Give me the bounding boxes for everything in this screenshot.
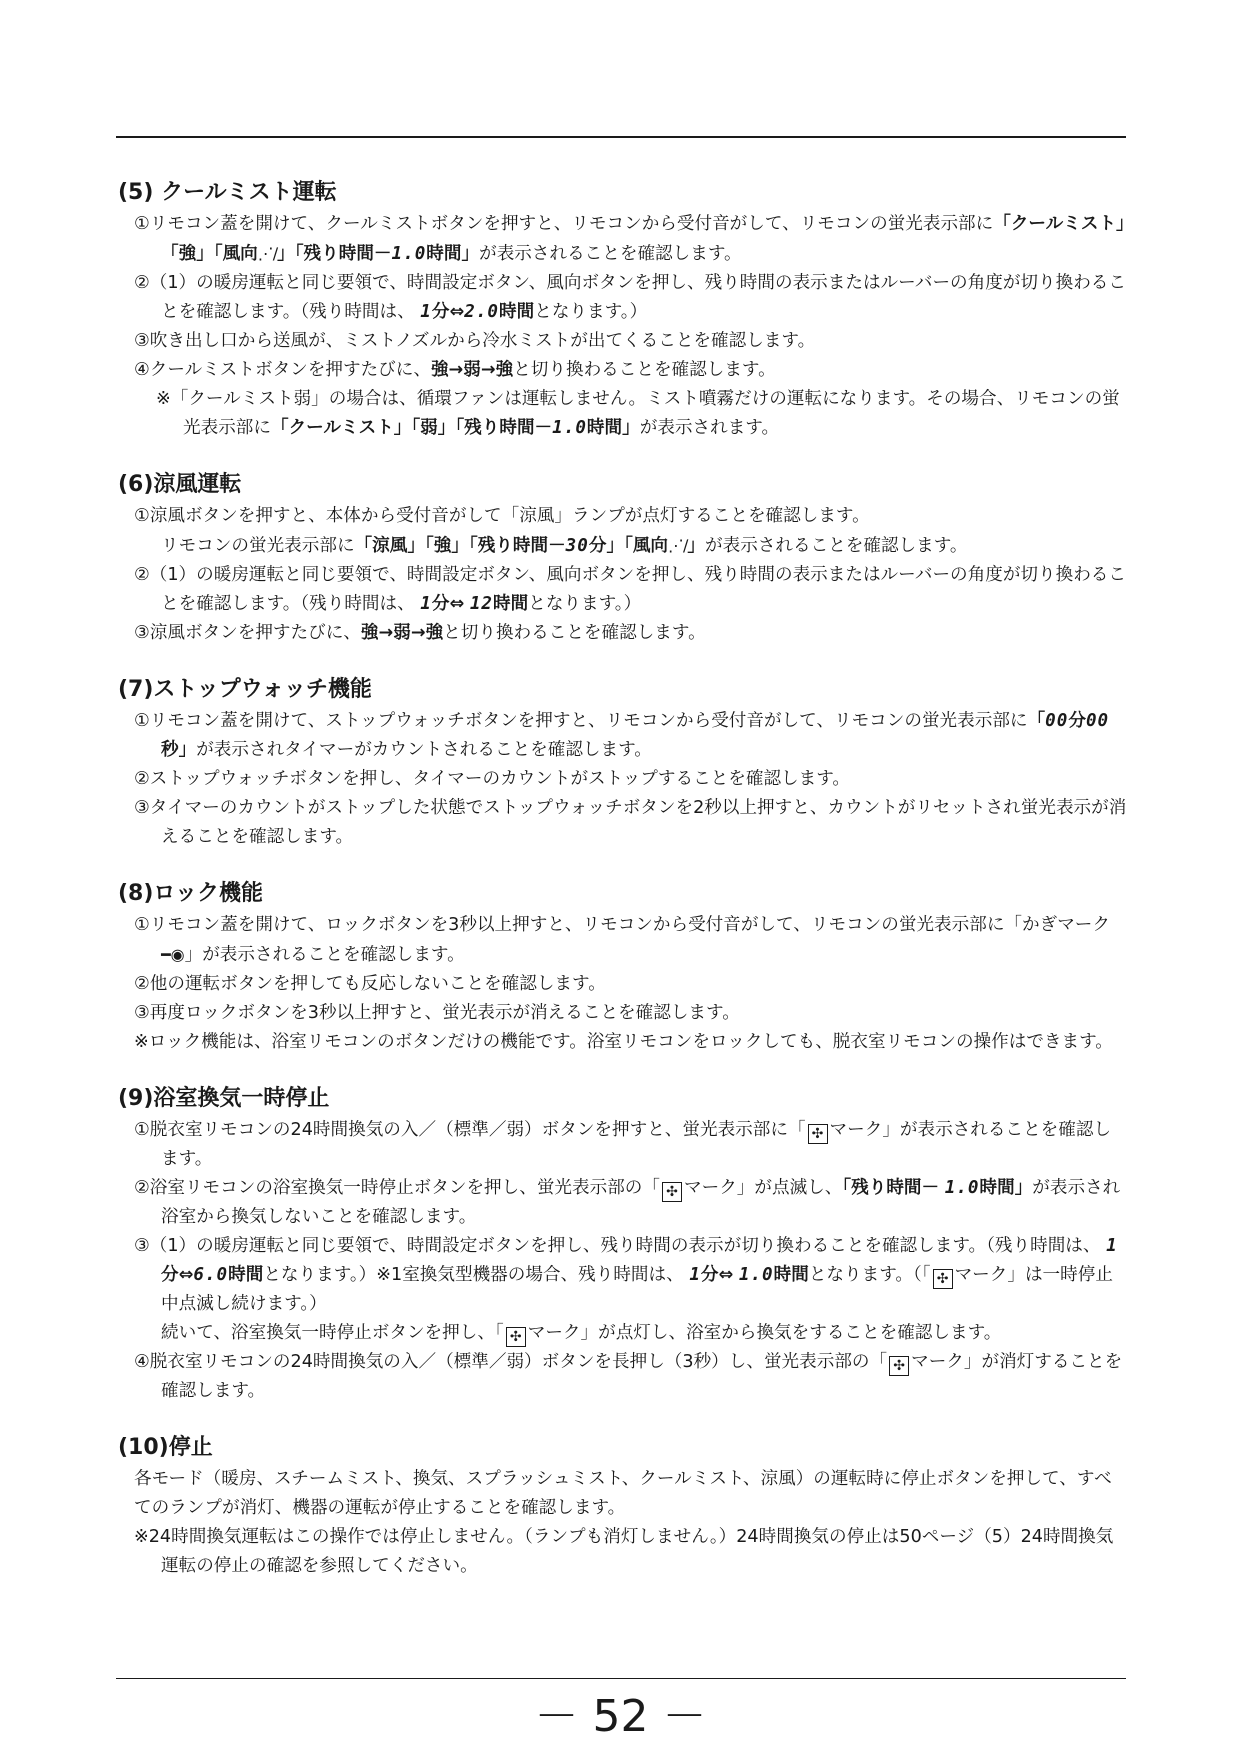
list-item: ②（1）の暖房運転と同じ要領で、時間設定ボタン、風向ボタンを押し、残り時間の表示またはルーバーの角度が切り換わることを確認します。（残り時間は、 1分⇔ 12時間となります。） [134, 565, 1126, 614]
ventilation-fan-icon: ✣ [808, 1124, 828, 1144]
ventilation-fan-icon: ✣ [933, 1269, 953, 1289]
list-item: ①リモコン蓋を開けて、クールミストボタンを押すと、リモコンから受付音がして、リモコンの蛍光表示部に「クールミスト」「強」「風向⋰∕」「残り時間－1.0時間」が表示されることを確認します。 [118, 210, 1128, 269]
section-title: (10)停止 [118, 1435, 213, 1460]
swing-louver-icon: ⋰∕ [257, 244, 278, 263]
list-item: ②ストップウォッチボタンを押し、タイマーのカウントがストップすることを確認します。 [134, 769, 851, 789]
list-item: ①リモコン蓋を開けて、ストップウォッチボタンを押すと、リモコンから受付音がして、リモコンの蛍光表示部に「00分00秒」が表示されタイマーがカウントされることを確認します。 [134, 711, 1110, 760]
list-item: ①脱衣室リモコンの24時間換気の入／（標準／弱）ボタンを押すと、蛍光表示部に「 ✣ マーク」が表示されることを確認します。 [134, 1120, 1112, 1169]
list-item: ①涼風ボタンを押すと、本体から受付音がして「涼風」ランプが点灯することを確認します。 [134, 506, 870, 526]
paragraph: 各モード（暖房、スチームミスト、換気、スプラッシュミスト、クールミスト、涼風）の運転時に停止ボタンを押して、すべてのランプが消灯、機器の運転が停止することを確認します。 [134, 1469, 1112, 1518]
section-stopwatch [118, 675, 1128, 852]
key-icon: ━◉ [161, 945, 185, 964]
list-item: ①リモコン蓋を開けて、ロックボタンを3秒以上押すと、リモコンから受付音がして、リモコンの蛍光表示部に「かぎマーク━◉」が表示されることを確認します。 [118, 911, 1128, 970]
section-title: (5) クールミスト運転 [118, 180, 337, 205]
list-item-continued: 続いて、浴室換気一時停止ボタンを押し、「 ✣ マーク」が点灯し、浴室から換気をすることを確認します。 [161, 1323, 1002, 1345]
ventilation-fan-icon: ✣ [662, 1182, 682, 1202]
note: ※「クールミスト弱」の場合は、循環ファンは運転しません。ミスト噴霧だけの運転になります。その場合、リモコンの蛍光表示部に「クールミスト」「弱」「残り時間－1.0時間」が表示されます。 [156, 389, 1120, 438]
section-title: (6)涼風運転 [118, 472, 242, 497]
list-item: ④クールミストボタンを押すたびに、強→弱→強と切り換わることを確認します。 [134, 360, 776, 380]
list-item-continued: リモコンの蛍光表示部に「涼風」「強」「残り時間－30分」「風向⋰∕」が表示されることを確認します。 [118, 531, 1128, 561]
list-item: ④脱衣室リモコンの24時間換気の入／（標準／弱）ボタンを長押し（3秒）し、蛍光表示部の「 ✣ マーク」が消灯することを確認します。 [134, 1352, 1123, 1401]
section-bath-ventilation-pause [118, 1084, 1128, 1406]
section-stop [118, 1433, 1128, 1581]
section-lock [118, 879, 1128, 1057]
swing-louver-icon: ⋰∕ [668, 536, 688, 555]
ventilation-fan-icon: ✣ [506, 1327, 526, 1347]
section-cool-mist [118, 178, 1128, 443]
section-title: (9)浴室換気一時停止 [118, 1086, 330, 1111]
note: ※24時間換気運転はこの操作では停止しません。（ランプも消灯しません。）24時間換気の停止は50ページ（5）24時間換気運転の停止の確認を参照してください。 [134, 1527, 1114, 1576]
list-item: ③涼風ボタンを押すたびに、強→弱→強と切り換わることを確認します。 [134, 623, 706, 643]
list-item: ②他の運転ボタンを押しても反応しないことを確認します。 [134, 974, 606, 994]
note: ※ロック機能は、浴室リモコンのボタンだけの機能です。浴室リモコンをロックしても、脱衣室リモコンの操作はできます。 [134, 1032, 1113, 1052]
section-title: (8)ロック機能 [118, 881, 263, 906]
top-rule [116, 136, 1126, 138]
list-item: ③再度ロックボタンを3秒以上押すと、蛍光表示が消えることを確認します。 [134, 1003, 740, 1023]
bottom-rule [116, 1678, 1126, 1679]
section-cool-breeze [118, 470, 1128, 648]
page-number: － 52 － [534, 1691, 707, 1742]
list-item: ②（1）の暖房運転と同じ要領で、時間設定ボタン、風向ボタンを押し、残り時間の表示またはルーバーの角度が切り換わることを確認します。（残り時間は、 1分⇔2.0時間となります。） [134, 273, 1126, 322]
list-item: ③吹き出し口から送風が、ミストノズルから冷水ミストが出てくることを確認します。 [134, 331, 816, 351]
list-item: ③タイマーのカウントがストップした状態でストップウォッチボタンを2秒以上押すと、カウントがリセットされ蛍光表示が消えることを確認します。 [134, 798, 1127, 847]
list-item: ③（1）の暖房運転と同じ要領で、時間設定ボタンを押し、残り時間の表示が切り換わることを確認します。（残り時間は、 1分⇔6.0時間となります。）※1室換気型機器の場合、残り時間は、 1分⇔ 1.0時間となります。（「 ✣ マーク」は一時停止中点滅し続けます。） [134, 1236, 1118, 1314]
list-item: ②浴室リモコンの浴室換気一時停止ボタンを押し、蛍光表示部の「 ✣ マーク」が点滅し、「残り時間－ 1.0時間」が表示され浴室から換気しないことを確認します。 [134, 1178, 1121, 1227]
ventilation-fan-icon: ✣ [889, 1356, 909, 1376]
section-title: (7)ストップウォッチ機能 [118, 677, 372, 702]
document-body [118, 178, 1128, 1608]
